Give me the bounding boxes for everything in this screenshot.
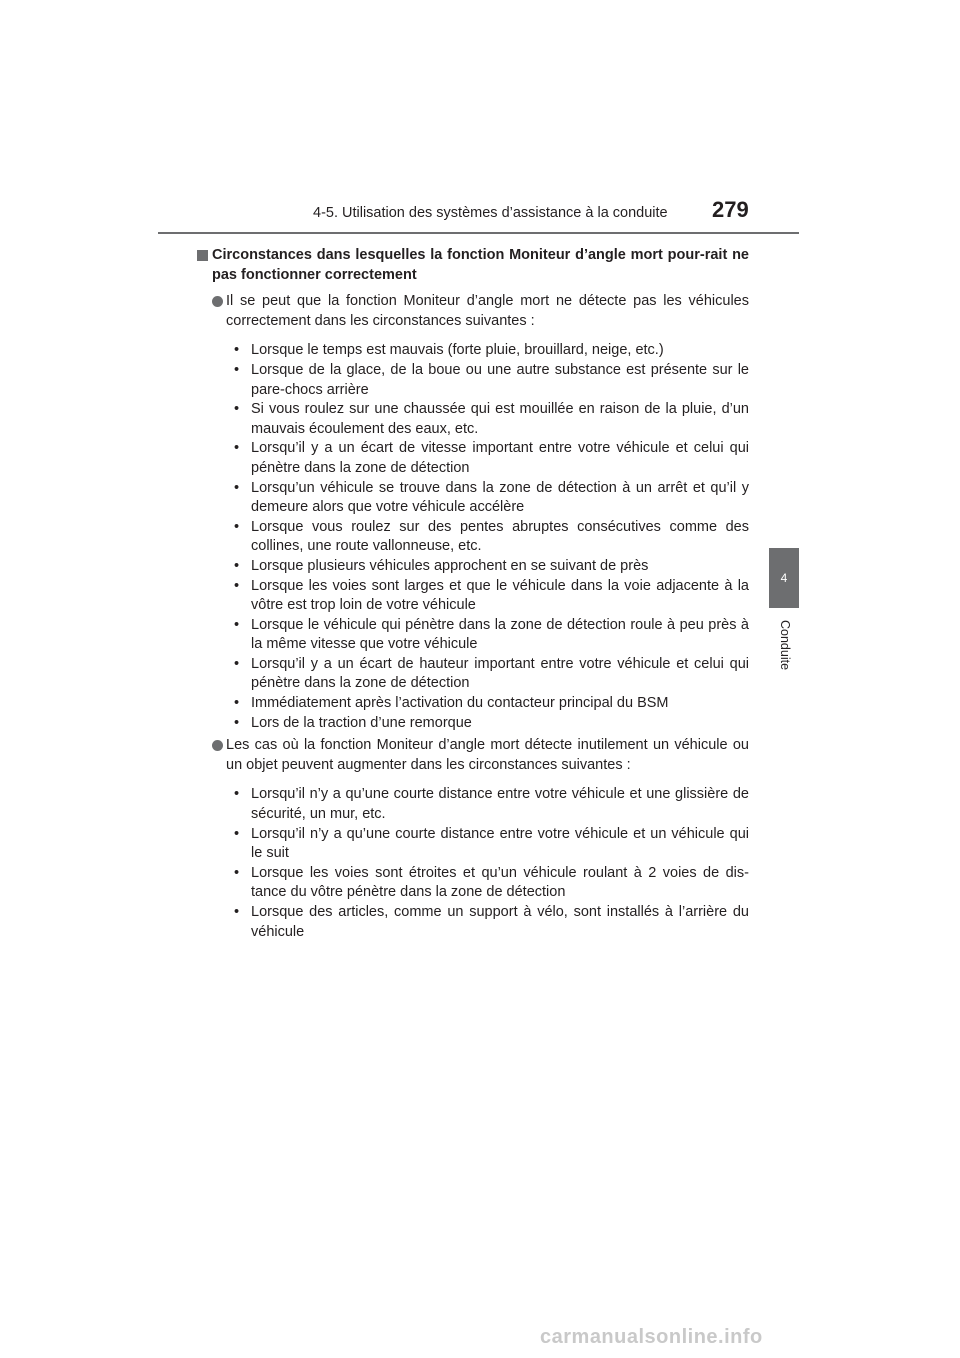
square-bullet-icon xyxy=(197,250,208,261)
point-2 xyxy=(212,736,749,775)
list-item: • Immédiatement après l’activation du contacteur principal du BSM xyxy=(234,694,749,714)
list-item: • Lorsqu’il n’y a qu’une courte distance entre votre véhicule et un véhicule qui le suit xyxy=(234,825,749,862)
list-item: • Lorsque le temps est mauvais (forte pluie, brouillard, neige, etc.) xyxy=(234,341,749,361)
list-item: • Lorsqu’il y a un écart de hauteur important entre votre véhicule et celui qui pénètre dans la zone de détection xyxy=(234,655,749,692)
bullet-icon: • xyxy=(234,864,240,881)
chapter-label: Conduite xyxy=(778,620,792,671)
bullet-icon: • xyxy=(234,440,240,457)
bullet-icon: • xyxy=(234,695,240,712)
point-1-text: Il se peut que la fonction Moniteur d’angle mort ne détecte pas les véhicules correctement dans les circonstances suivantes : xyxy=(226,293,749,329)
section-heading xyxy=(212,246,749,285)
bullet-icon: • xyxy=(234,479,240,496)
list-item: • Lorsque plusieurs véhicules approchent en se suivant de près xyxy=(234,557,749,577)
list-item: • Lorsque les voies sont étroites et qu’un véhicule roulant à 2 voies de dis-tance du vôtre pénètre dans la zone de détection xyxy=(234,864,749,901)
running-header: 4-5. Utilisation des systèmes d’assistance à la conduite xyxy=(313,205,668,221)
list-item: • Lorsque des articles, comme un support à vélo, sont installés à l’arrière du véhicule xyxy=(234,904,749,940)
chapter-tab[interactable] xyxy=(769,548,799,608)
site-watermark: carmanualsonline.info xyxy=(540,1326,763,1348)
bullet-icon: • xyxy=(234,904,240,920)
point-1-list xyxy=(234,341,749,733)
section-heading-text: Circonstances dans lesquelles la fonction Moniteur d’angle mort pour-rait ne pas fonctionner correctement xyxy=(212,247,749,283)
list-item: • Lorsqu’il n’y a qu’une courte distance entre votre véhicule et une glissière de sécurité, un mur, etc. xyxy=(234,786,749,823)
page-content xyxy=(212,246,749,942)
circle-bullet-icon xyxy=(212,740,223,751)
bullet-icon: • xyxy=(234,401,240,418)
page-number: 279 xyxy=(712,197,749,222)
bullet-icon: • xyxy=(234,518,240,535)
bullet-icon: • xyxy=(234,786,240,803)
bullet-icon: • xyxy=(234,342,240,359)
bullet-icon: • xyxy=(234,714,240,731)
list-item: • Si vous roulez sur une chaussée qui est mouillée en raison de la pluie, d’un mauvais écoulement des eaux, etc. xyxy=(234,401,749,437)
bullet-icon: • xyxy=(234,557,240,574)
list-item: • Lorsque de la glace, de la boue ou une autre substance est présente sur le pare-chocs arrière xyxy=(234,361,749,398)
list-item: • Lorsque vous roulez sur des pentes abruptes consécutives comme des collines, une route vallonneuse, etc. xyxy=(234,518,749,555)
bullet-icon: • xyxy=(234,616,240,633)
bullet-icon: • xyxy=(234,361,240,378)
bullet-icon: • xyxy=(234,655,240,672)
point-1 xyxy=(212,292,749,331)
point-2-list xyxy=(234,785,749,942)
bullet-icon: • xyxy=(234,825,240,842)
list-item: • Lorsque le véhicule qui pénètre dans la zone de détection roule à peu près à la même vitesse que votre véhicule xyxy=(234,616,749,653)
chapter-number: 4 xyxy=(780,571,788,585)
list-item: • Lors de la traction d’une remorque xyxy=(234,714,749,734)
list-item: • Lorsqu’un véhicule se trouve dans la zone de détection à un arrêt et qu’il y demeure alors que votre véhicule accélère xyxy=(234,479,749,516)
list-item: • Lorsque les voies sont larges et que le véhicule dans la voie adjacente à la vôtre est trop loin de votre véhicule xyxy=(234,577,749,614)
list-item: • Lorsqu’il y a un écart de vitesse important entre votre véhicule et celui qui pénètre dans la zone de détection xyxy=(234,440,749,476)
point-2-text: Les cas où la fonction Moniteur d’angle mort détecte inutilement un véhicule ou un objet peuvent augmenter dans les circonstances suivantes : xyxy=(226,737,749,773)
bullet-icon: • xyxy=(234,577,240,594)
header-divider xyxy=(158,232,799,234)
circle-bullet-icon xyxy=(212,296,223,307)
